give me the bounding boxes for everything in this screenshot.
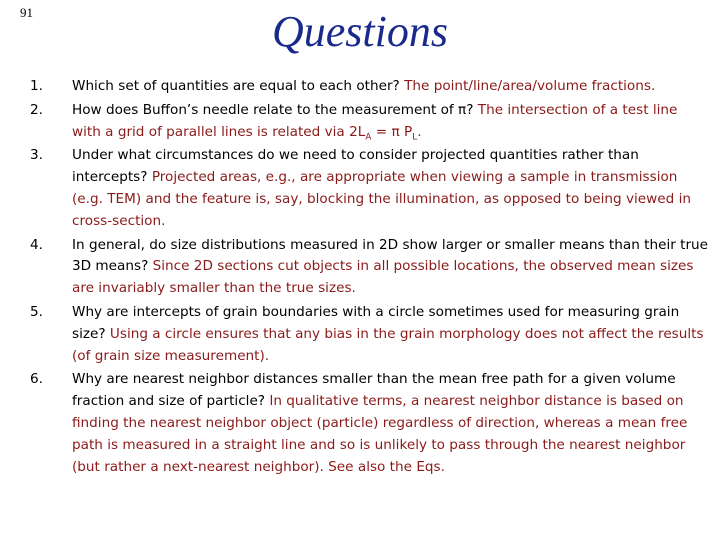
question-item-3	[30, 145, 710, 232]
question-number: 1.	[30, 78, 43, 94]
question-number: 2.	[30, 101, 43, 118]
question-item-6	[30, 369, 710, 478]
answer-text: Since 2D sections cut objects in all possible locations, the observed mean sizes are invariably smaller than the true sizes.	[72, 258, 694, 297]
question-item-4	[30, 235, 710, 300]
answer-text-part: = π P	[371, 123, 413, 140]
question-item-5	[30, 302, 710, 367]
page-title: Questions	[272, 7, 448, 56]
question-text: Which set of quantities are equal to each other?	[72, 78, 400, 94]
subscript-a: A	[365, 132, 372, 143]
question-number: 3.	[30, 147, 43, 164]
answer-text: Using a circle ensures that any bias in the grain morphology does not affect the results (of grain size measurement).	[72, 325, 704, 364]
question-item-2	[30, 100, 710, 144]
question-text: How does Buffon’s needle relate to the measurement of π?	[72, 101, 474, 118]
answer-text-part: .	[417, 123, 422, 140]
page-number: 91	[20, 5, 33, 20]
question-item-1	[30, 76, 710, 98]
subscript-l: L	[412, 132, 418, 143]
answer-text-part: The intersection of a test line with a grid of parallel lines is related via 2L	[72, 101, 678, 140]
question-number: 4.	[30, 236, 43, 253]
answer-text: The point/line/area/volume fractions.	[404, 78, 656, 94]
question-number: 6.	[30, 371, 43, 388]
question-text: Why are intercepts of grain boundaries with a circle sometimes used for measuring grain size?	[72, 303, 680, 342]
question-text: Under what circumstances do we need to consider projected quantities rather than intercepts?	[72, 147, 639, 186]
question-text: Why are nearest neighbor distances smaller than the mean free path for a given volume fraction and size of particle?	[72, 371, 676, 410]
question-number: 5.	[30, 303, 43, 320]
question-text: In general, do size distributions measured in 2D show larger or smaller means than their true 3D means?	[72, 236, 709, 275]
answer-text: Projected areas, e.g., are appropriate when viewing a sample in transmission (e.g. TEM) and the feature is, say, blocking the illumination, as opposed to being viewed in cross-section.	[72, 169, 691, 229]
answer-text: In qualitative terms, a nearest neighbor distance is based on finding the nearest neighbor object (particle) regardless of direction, whereas a mean free path is measured in a straight line and so is unlikely to pass through the nearest neighbor (but rather a next-nearest neighbor). See also the Eqs.	[72, 393, 688, 475]
question-list	[30, 76, 710, 480]
